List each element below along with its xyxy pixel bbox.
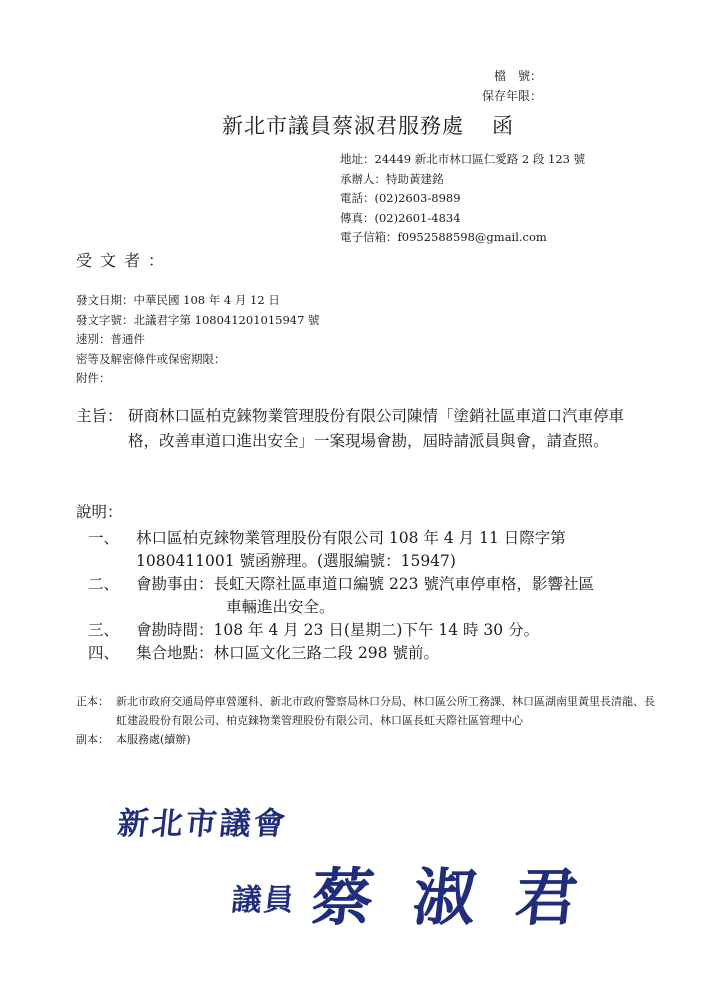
item-text-cont: 車輛進出安全。: [226, 598, 335, 616]
copy-label: 副本：: [76, 733, 109, 746]
councilor-name-seal: 蔡淑君: [307, 861, 622, 934]
item-text: 林口區文化三路二段 298 號前。: [213, 644, 439, 662]
list-item: [88, 527, 648, 573]
address: 地址：24449 新北市林口區仁愛路 2 段 123 號: [340, 152, 586, 166]
document-meta: [76, 291, 320, 389]
item-field: 集合地點：: [136, 644, 214, 662]
document-title: [222, 110, 514, 140]
issue-date: 發文日期：中華民國 108 年 4 月 12 日: [76, 293, 280, 307]
recipient-label: 受文者：: [76, 251, 173, 270]
speed: 速別：普通件: [76, 332, 145, 346]
subject: [76, 404, 646, 454]
copy-recipients: 本服務處(續辦): [116, 733, 191, 746]
phone: 電話：(02)2603-8989: [340, 191, 461, 205]
list-item: [88, 573, 648, 619]
item-text: 林口區柏克錸物業管理股份有限公司 108 年 4 月 11 日際字第1080411001 號函辦理。(選服編號：15947): [136, 529, 566, 570]
item-number: 四、: [88, 644, 120, 662]
list-item: [88, 619, 648, 642]
original-recipients: 新北市政府交通局停車營運科、新北市政府警察局林口分局、林口區公所工務課、林口區湖南里黃里長清龍、長虹建設股份有限公司、柏克錸物業管理股份有限公司、林口區長虹天際社區管理中心: [116, 695, 655, 727]
handler: 承辦人：特助黃建銘: [340, 171, 444, 186]
attachment: 附件：: [76, 371, 111, 385]
item-field: 會勘時間：: [136, 621, 214, 639]
issue-number: 發文字號：北議君字第 108041201015947 號: [76, 312, 320, 327]
original-label: 正本：: [76, 695, 109, 708]
office-name: 新北市議員蔡淑君服務處: [222, 114, 464, 138]
subject-text: 研商林口區柏克錸物業管理股份有限公司陳情「塗銷社區車道口汽車停車格，改善車道口進出安全」一案現場會勘，屆時請派員與會，請查照。: [128, 407, 625, 450]
list-item: [88, 642, 648, 665]
distribution: [76, 692, 656, 749]
councilor-title-seal: 議員: [229, 883, 298, 918]
item-text: 108 年 4 月 23 日(星期二)下午 14 時 30 分。: [213, 621, 540, 639]
email: 電子信箱：f0952588598@gmail.com: [340, 230, 547, 244]
subject-label: 主旨：: [76, 407, 123, 425]
archive-no-label: 檔 號：: [493, 69, 542, 83]
item-number: 二、: [88, 575, 120, 593]
file-meta: [470, 66, 542, 106]
doc-type: 函: [492, 114, 514, 138]
item-text: 長虹天際社區車道口編號 223 號汽車停車格，影響社區: [213, 575, 594, 593]
item-number: 三、: [88, 621, 120, 639]
item-number: 一、: [88, 529, 120, 547]
item-field: 會勘事由：: [136, 575, 214, 593]
secrecy: 密等及解密條件或保密期限：: [76, 351, 226, 366]
council-seal: 新北市議會: [115, 806, 290, 842]
contact-block: [340, 150, 585, 248]
explanation-label: 說明：: [76, 503, 123, 521]
retention-label: 保存年限：: [481, 89, 542, 103]
fax: 傳真：(02)2601-4834: [340, 210, 461, 225]
explanation-list: [88, 527, 648, 665]
